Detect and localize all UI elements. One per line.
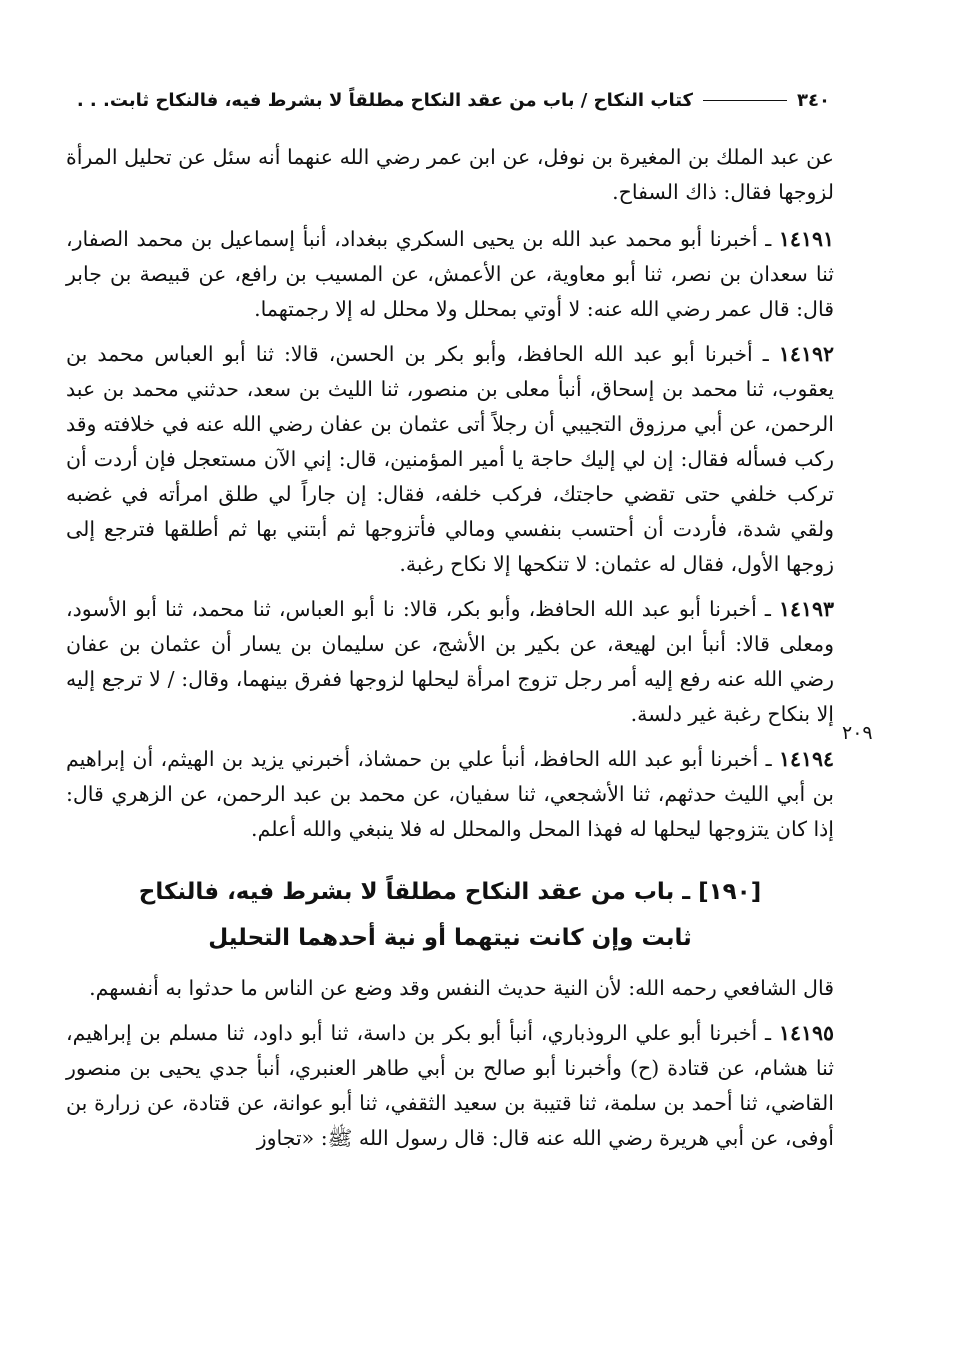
- paragraph: [66, 971, 834, 1006]
- paragraph-text: ـ أخبرنا أبو عبد الله الحافظ، وأبو بكر بن الحسن، قالا: ثنا أبو العباس محمد بن يعقوب، ثنا محمد بن إسحاق، أنبأ معلى بن منصور، ثنا الليث بن سعد، حدثني محمد بن عبد الرحمن، عن أبي مرزوق التجيبي أن رجلاً أتى عثمان بن عفان رضي الله عنه في خلافته وقد ركب فسأله فقال: إن لي إليك حاجة يا أمير المؤمنين، قال: إني الآن مستعجل فإن أردت أن تركب خلفي حتى تقضي حاجتك، فركب خلفه، فقال: إن جاراً لي طلق امرأته في غضبه ولقي شدة، فأردت أن أحتسب بنفسي ومالي فأتزوجها ثم أبتني بها ثم أطلقها فترجع إلى زوجها الأول، فقال له عثمان: لا تنكحها إلا نكاح رغبة.: [66, 342, 834, 576]
- paragraph: [66, 140, 834, 210]
- paragraph-text: ـ أخبرنا أبو علي الروذباري، أنبأ أبو بكر بن داسة، ثنا أبو داود، ثنا مسلم بن إبراهيم، ثنا هشام، عن قتادة (ح) وأخبرنا أبو صالح بن أبي طاهر العنبري، أنبأ جدي يحيى بن منصور القاضي، ثنا أحمد بن سلمة، ثنا قتيبة بن سعيد الثقفي، ثنا أبو عوانة، عن قتادة، عن زرارة بن أوفى، عن أبي هريرة رضي الله عنه قال: قال رسول الله ﷺ: «تجاوز: [66, 1021, 834, 1150]
- running-header: [70, 80, 830, 120]
- paragraph-text: قال الشافعي رحمه الله: لأن النية حديث النفس وقد وضع عن الناس ما حدثوا به أنفسهم.: [89, 976, 834, 1000]
- hadith-number: ١٤١٩١: [778, 227, 834, 251]
- paragraph-text: ـ أخبرنا أبو محمد عبد الله بن يحيى السكري ببغداد، أنبأ إسماعيل بن محمد الصفار، ثنا سعدان بن نصر، ثنا أبو معاوية، عن الأعمش، عن المسيب بن رافع، عن قبيصة بن جابر قال: قال عمر رضي الله عنه: لا أوتي بمحلل ولا محلل له إلا رجمتهما.: [66, 227, 834, 321]
- hadith-paragraph: [66, 742, 834, 847]
- page-number: ٣٤٠: [797, 89, 830, 111]
- paragraph-text: ـ أخبرنا أبو عبد الله الحافظ، أنبأ علي بن حمشاذ، أخبرني يزيد بن الهيثم، أن إبراهيم بن أبي الليث حدثهم، ثنا الأشجعي، ثنا سفيان، عن محمد بن عبد الرحمن، عن الزهري قال: إذا كان يتزوجها ليحلها له فهذا المحل والمحلل له فلا ينبغي والله أعلم.: [66, 747, 834, 841]
- paragraph-text: عن عبد الملك بن المغيرة بن نوفل، عن ابن عمر رضي الله عنهما أنه سئل عن تحليل المرأة لزوجها فقال: ذاك السفاح.: [66, 145, 834, 204]
- hadith-paragraph: [66, 592, 834, 732]
- hadith-paragraph: [66, 337, 834, 582]
- hadith-number: ١٤١٩٤: [778, 747, 834, 771]
- hadith-paragraph: [66, 222, 834, 327]
- header-rule: [703, 100, 787, 101]
- margin-page-reference: ٢٠٩: [842, 722, 873, 744]
- chapter-heading-line-2: ثابت وإن كانت نيتهما أو نية أحدهما التحليل: [208, 925, 692, 951]
- hadith-number: ١٤١٩٥: [778, 1021, 834, 1045]
- paragraph-text: ـ أخبرنا أبو عبد الله الحافظ، وأبو بكر، قالا: نا أبو العباس، ثنا محمد، ثنا أبو الأسود، ومعلى قالا: أنبأ ابن لهيعة، عن بكير بن الأشج، عن سليمان بن يسار أن عثمان بن عفان رضي الله عنه رفع إليه أمر رجل تزوج امرأة ليحلها لزوجها ففرق بينهما، وقال: / لا ترجع إليه إلا بنكاح رغبة غير دلسة.: [66, 597, 834, 726]
- page-body: [66, 140, 834, 1166]
- running-title: كتاب النكاح / باب من عقد النكاح مطلقاً لا بشرط فيه، فالنكاح ثابت. . .: [76, 89, 694, 111]
- chapter-heading-line-1: [١٩٠] ـ باب من عقد النكاح مطلقاً لا بشرط فيه، فالنكاح: [138, 879, 762, 905]
- hadith-number: ١٤١٩٢: [778, 342, 834, 366]
- chapter-heading: [66, 869, 834, 961]
- hadith-paragraph: [66, 1016, 834, 1156]
- hadith-number: ١٤١٩٣: [778, 597, 834, 621]
